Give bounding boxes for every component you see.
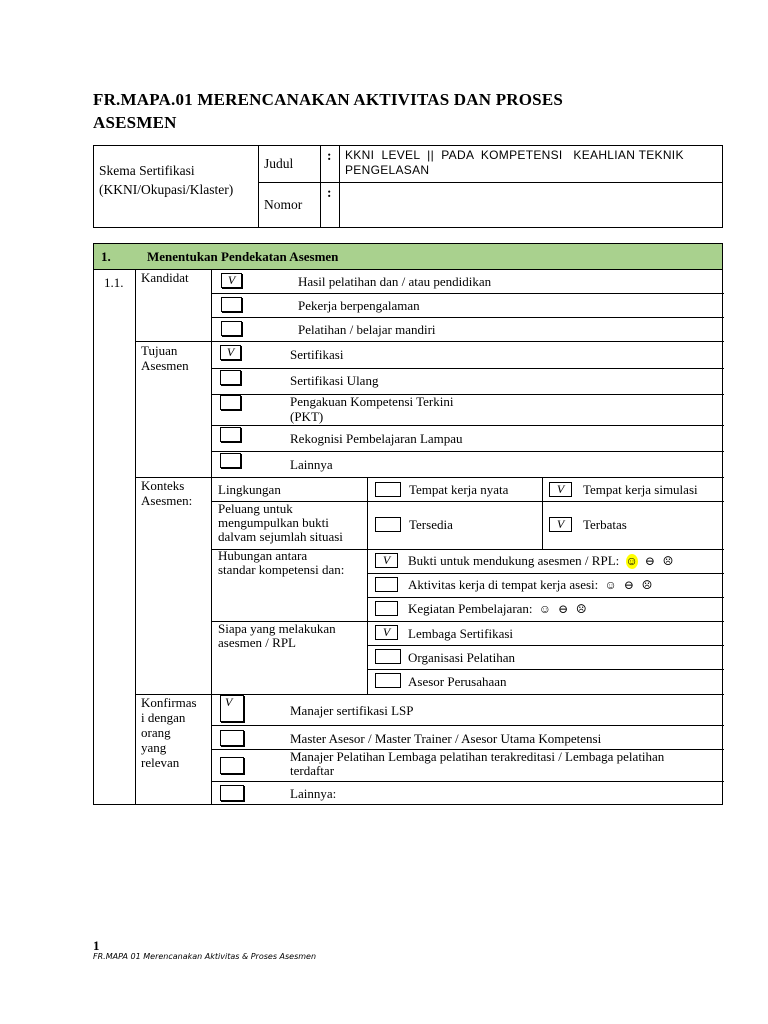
- tujuan-label-line-2: Asesmen: [141, 358, 189, 373]
- option-aktivitas-kerja: [408, 577, 653, 593]
- section-assessment-approach: [93, 243, 723, 805]
- option-sertifikasi: Sertifikasi: [290, 347, 344, 362]
- nomor-value[interactable]: [345, 188, 720, 218]
- option-pekerja-berpengalaman: Pekerja berpengalaman: [298, 298, 420, 313]
- option-tempat-kerja-nyata: Tempat kerja nyata: [409, 482, 509, 497]
- nomor-label: Nomor: [264, 197, 303, 212]
- option-hasil-pelatihan: Hasil pelatihan dan / atau pendidikan: [298, 274, 492, 289]
- checkbox-sertifikasi[interactable]: V: [220, 345, 241, 360]
- konfirmasi-label-line-4: yang: [141, 740, 167, 755]
- option-organisasi-pelatihan: Organisasi Pelatihan: [408, 650, 515, 665]
- judul-colon: :: [327, 148, 332, 163]
- checkbox-pelatihan-mandiri[interactable]: [221, 321, 242, 336]
- option-tempat-kerja-simulasi: Tempat kerja simulasi: [583, 482, 698, 497]
- document-title: [93, 88, 653, 134]
- checkbox-rpl[interactable]: [220, 427, 241, 442]
- smile-icon[interactable]: ☺: [538, 602, 552, 616]
- option-bukti-rpl: [408, 553, 674, 569]
- lingkungan-label: Lingkungan: [218, 482, 281, 497]
- siapa-label-line-1: Siapa yang melakukan: [218, 621, 336, 636]
- option-bukti-rpl-text: Bukti untuk mendukung asesmen / RPL:: [408, 553, 620, 568]
- section-number: 1.: [101, 249, 111, 264]
- konfirmasi-label-line-3: orang: [141, 725, 171, 740]
- option-master-asesor: Master Asesor / Master Trainer / Asesor Utama Kompetensi: [290, 731, 602, 746]
- checkbox-master-asesor[interactable]: [220, 730, 244, 746]
- option-terbatas: Terbatas: [583, 517, 627, 532]
- siapa-label-line-2: asesmen / RPL: [218, 635, 296, 650]
- checkbox-tempat-kerja-nyata[interactable]: [375, 482, 401, 497]
- option-pkt-line-2: (PKT): [290, 409, 324, 424]
- scheme-header-table: [93, 145, 723, 228]
- option-manajer-pelatihan: [290, 750, 664, 778]
- checkbox-konfirmasi-lainnya[interactable]: [220, 785, 244, 801]
- smile-icon[interactable]: ☺: [625, 554, 638, 568]
- checkbox-kegiatan-pembelajaran[interactable]: [375, 601, 398, 616]
- option-tersedia: Tersedia: [409, 517, 453, 532]
- page-footer: FR.MAPA 01 Merencanakan Aktivitas & Proses Asesmen: [93, 952, 317, 961]
- option-pkt-line-1: Pengakuan Kompetensi Terkini: [290, 394, 454, 409]
- judul-value[interactable]: [345, 148, 720, 178]
- checkbox-tempat-kerja-simulasi[interactable]: V: [549, 482, 572, 497]
- checkbox-manajer-pelatihan[interactable]: [220, 757, 244, 774]
- checkbox-lembaga-sertifikasi[interactable]: V: [375, 625, 398, 640]
- peluang-label-line-3: dalvam sejumlah situasi: [218, 529, 343, 544]
- checkbox-asesor-perusahaan[interactable]: [375, 673, 401, 688]
- neutral-icon[interactable]: ⊖: [644, 554, 655, 568]
- checkbox-aktivitas-kerja[interactable]: [375, 577, 398, 592]
- frown-icon[interactable]: ☹: [662, 554, 674, 568]
- peluang-label-line-2: mengumpulkan bukti: [218, 515, 329, 530]
- section-heading: Menentukan Pendekatan Asesmen: [147, 249, 339, 264]
- konfirmasi-label: [141, 695, 197, 770]
- judul-label: Judul: [264, 156, 294, 171]
- option-aktivitas-kerja-text: Aktivitas kerja di tempat kerja asesi:: [408, 577, 599, 592]
- neutral-icon[interactable]: ⊖: [558, 602, 569, 616]
- option-pelatihan-mandiri: Pelatihan / belajar mandiri: [298, 322, 436, 337]
- checkbox-terbatas[interactable]: V: [549, 517, 572, 532]
- sub-number: 1.1.: [104, 275, 124, 290]
- hubungan-label-line-1: Hubungan antara: [218, 548, 308, 563]
- konteks-label: [141, 478, 192, 508]
- frown-icon[interactable]: ☹: [575, 602, 587, 616]
- option-rpl: Rekognisi Pembelajaran Lampau: [290, 431, 463, 446]
- checkbox-pekerja-berpengalaman[interactable]: [221, 297, 242, 312]
- checkbox-hasil-pelatihan[interactable]: V: [221, 273, 242, 288]
- option-kegiatan-pembelajaran: [408, 601, 587, 617]
- peluang-label-line-1: Peluang untuk: [218, 501, 293, 516]
- option-manajer-sertifikasi: Manajer sertifikasi LSP: [290, 703, 414, 718]
- option-konfirmasi-lainnya: Lainnya:: [290, 786, 337, 801]
- option-pkt: [290, 394, 453, 424]
- page-number: 1: [93, 938, 100, 953]
- smile-icon[interactable]: ☺: [604, 578, 617, 592]
- frown-icon[interactable]: ☹: [641, 578, 653, 592]
- option-manajer-pelatihan-line-1: Manajer Pelatihan Lembaga pelatihan terakreditasi / Lembaga pelatihan: [290, 749, 665, 764]
- title-line-1: FR.MAPA.01 MERENCANAKAN AKTIVITAS DAN PROSES: [93, 90, 564, 109]
- tujuan-label-line-1: Tujuan: [141, 343, 178, 358]
- option-sertifikasi-ulang: Sertifikasi Ulang: [290, 373, 379, 388]
- konteks-label-line-2: Asesmen:: [141, 493, 193, 508]
- option-lembaga-sertifikasi: Lembaga Sertifikasi: [408, 626, 514, 641]
- checkbox-manajer-sertifikasi[interactable]: V: [220, 695, 244, 722]
- konfirmasi-label-line-5: relevan: [141, 755, 180, 770]
- skema-label: Skema Sertifikasi (KKNI/Okupasi/Klaster): [99, 163, 234, 197]
- option-asesor-perusahaan: Asesor Perusahaan: [408, 674, 507, 689]
- checkbox-organisasi-pelatihan[interactable]: [375, 649, 401, 664]
- konfirmasi-label-line-2: i dengan: [141, 710, 186, 725]
- peluang-label: [218, 502, 343, 544]
- checkbox-tujuan-lainnya[interactable]: [220, 453, 241, 468]
- option-manajer-pelatihan-line-2: terdaftar: [290, 763, 335, 778]
- checkbox-tersedia[interactable]: [375, 517, 401, 532]
- siapa-label: [218, 622, 336, 650]
- nomor-colon: :: [327, 185, 332, 200]
- option-kegiatan-pembelajaran-text: Kegiatan Pembelajaran:: [408, 601, 533, 616]
- konfirmasi-label-line-1: Konfirmas: [141, 695, 197, 710]
- checkbox-bukti-rpl[interactable]: V: [375, 553, 398, 568]
- neutral-icon[interactable]: ⊖: [623, 578, 634, 592]
- option-tujuan-lainnya: Lainnya: [290, 457, 333, 472]
- tujuan-label: [141, 343, 189, 373]
- checkbox-sertifikasi-ulang[interactable]: [220, 370, 241, 385]
- judul-value-line-1: KKNI LEVEL || PADA KOMPETENSI KEAHLIAN TEKNIK: [345, 148, 684, 162]
- checkbox-pkt[interactable]: [220, 395, 241, 410]
- judul-value-line-2: PENGELASAN: [345, 163, 430, 177]
- kandidat-label: Kandidat: [141, 270, 189, 285]
- hubungan-label: [218, 549, 344, 577]
- konteks-label-line-1: Konteks: [141, 478, 185, 493]
- title-line-2: ASESMEN: [93, 113, 177, 132]
- hubungan-label-line-2: standar kompetensi dan:: [218, 562, 345, 577]
